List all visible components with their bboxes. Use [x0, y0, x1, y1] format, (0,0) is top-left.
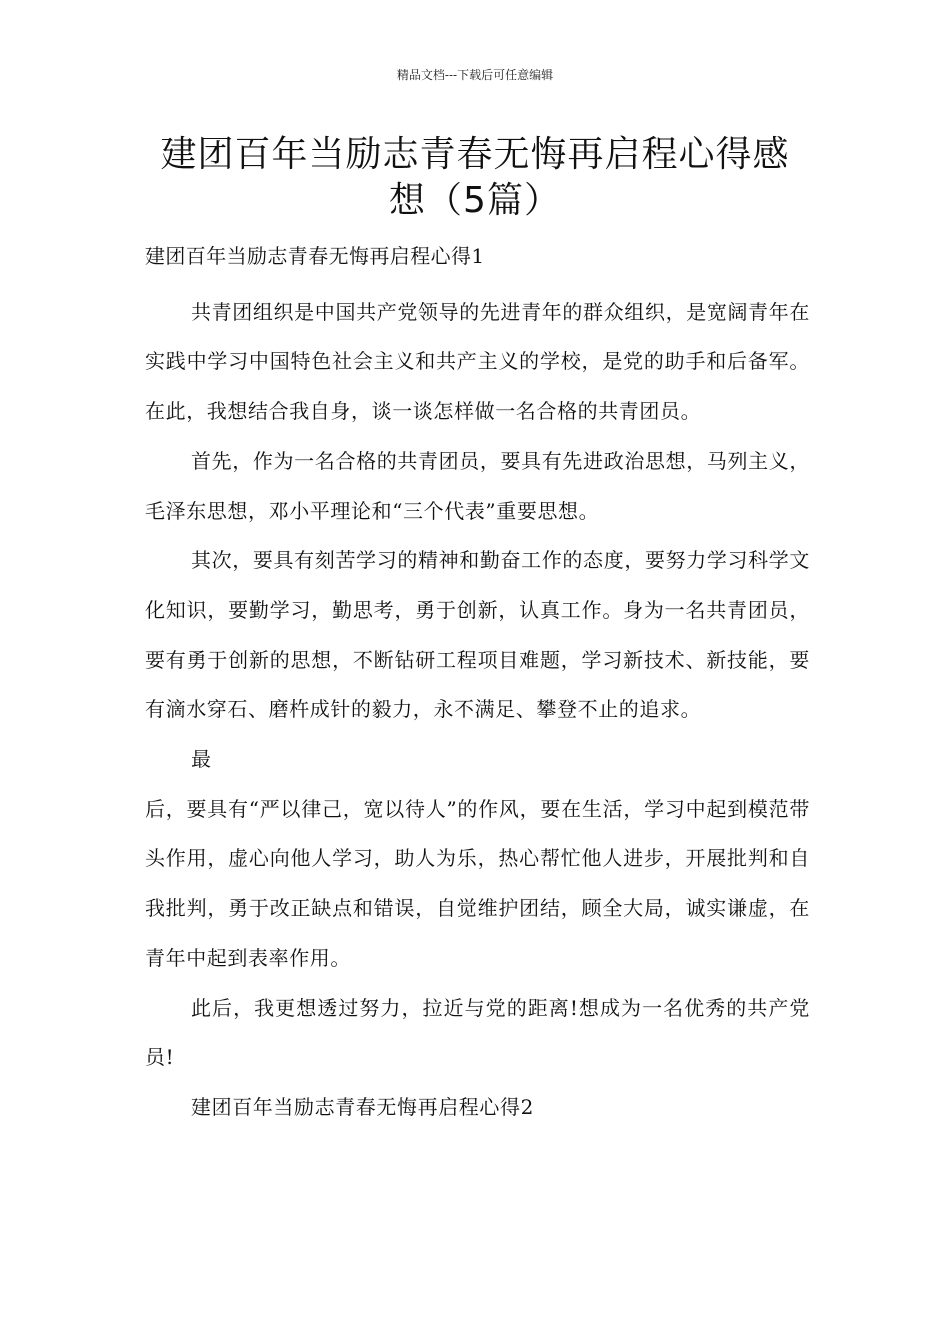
- section-heading-1: 建团百年当励志青春无悔再启程心得1: [145, 244, 485, 268]
- header-note: 精品文档---下载后可任意编辑: [396, 68, 554, 82]
- paragraph-2: 首先，作为一名合格的共青团员，要具有先进政治思想，马列主义，毛泽东思想，邓小平理论和“三个代表”重要思想。: [145, 448, 810, 523]
- paragraph-1: 共青团组织是中国共产党领导的先进青年的群众组织，是宽阔青年在实践中学习中国特色社会主义和共产主义的学校，是党的助手和后备军。在此，我想结合我自身，谈一谈怎样做一名合格的共青团员。: [145, 299, 810, 424]
- section-heading-2: 建团百年当励志青春无悔再启程心得2: [191, 1094, 534, 1119]
- paragraph-5: 此后，我更想透过努力，拉近与党的距离!想成为一名优秀的共产党员!: [145, 995, 810, 1070]
- title-line-1: 建团百年当励志青春无悔再启程心得感: [160, 134, 790, 175]
- paragraph-4-continued: 后，要具有“严以律己，宽以待人”的作风，要在生活，学习中起到模范带头作用，虚心向他人学习，助人为乐，热心帮忙他人进步，开展批判和自我批判，勇于改正缺点和错误，自觉维护团结，顾全大局，诚实谦虚，在青年中起到表率作用。: [145, 796, 810, 970]
- document-title: [120, 132, 830, 224]
- paragraph-4-start: 最: [191, 747, 212, 772]
- title-line-2: 想（5篇）: [389, 180, 561, 221]
- paragraph-3: 其次，要具有刻苦学习的精神和勤奋工作的态度，要努力学习科学文化知识，要勤学习，勤思考，勇于创新，认真工作。身为一名共青团员，要有勇于创新的思想，不断钻研工程项目难题，学习新技术、新技能，要有滴水穿石、磨杵成针的毅力，永不满足、攀登不止的追求。: [145, 548, 810, 722]
- document-body: [145, 232, 810, 1133]
